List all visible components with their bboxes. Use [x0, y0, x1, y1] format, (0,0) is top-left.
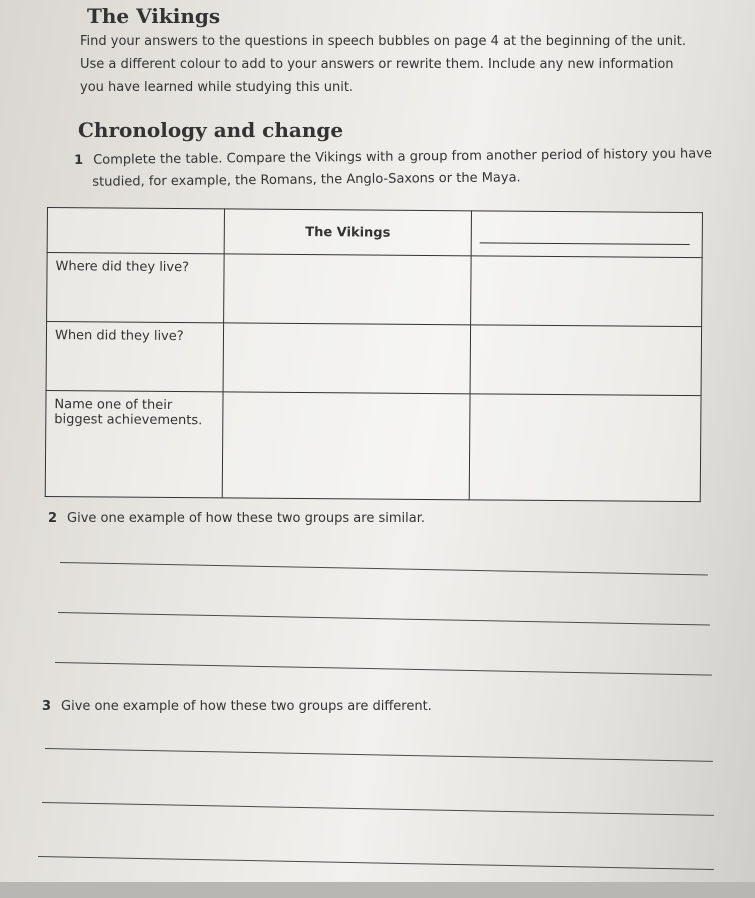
intro-line: Use a different colour to add to your answers or rewrite them. Include any new information	[80, 57, 674, 72]
page-edge-shadow	[0, 882, 755, 898]
answer-cell-vikings[interactable]	[224, 254, 472, 325]
comparison-table	[45, 207, 703, 502]
answer-line[interactable]	[42, 802, 714, 816]
page-header-title: The Vikings	[87, 4, 221, 28]
question-number: 3	[42, 699, 52, 714]
answer-cell-other[interactable]	[471, 256, 703, 327]
table-row	[45, 390, 701, 501]
row-question: When did they live?	[46, 322, 224, 392]
table-row	[47, 253, 703, 327]
header-write-in-line[interactable]	[480, 242, 690, 245]
question-number: 2	[48, 511, 58, 526]
question-text: Give one example of how these two groups are similar.	[67, 511, 425, 526]
question-2	[48, 508, 708, 530]
section-title: Chronology and change	[78, 118, 344, 142]
question-1	[74, 143, 714, 194]
answer-line[interactable]	[60, 562, 708, 575]
answer-cell-other[interactable]	[469, 394, 701, 502]
intro-line: Find your answers to the questions in speech bubbles on page 4 at the beginning of the unit.	[80, 34, 687, 49]
answer-line[interactable]	[55, 662, 712, 676]
question-text: Give one example of how these two groups are different.	[61, 699, 432, 714]
table-header-empty	[47, 208, 224, 254]
question-text: Complete the table. Compare the Vikings with a group from another period of history you have	[93, 146, 712, 168]
table-header-row	[47, 208, 702, 258]
question-number: 1	[74, 152, 84, 168]
answer-cell-vikings[interactable]	[223, 323, 471, 394]
answer-line[interactable]	[38, 856, 714, 870]
table-header-other-group[interactable]	[471, 211, 702, 258]
answer-line[interactable]	[58, 612, 710, 626]
question-3	[42, 696, 712, 718]
question-text-continued: studied, for example, the Romans, the Anglo-Saxons or the Maya.	[92, 170, 521, 190]
intro-line: you have learned while studying this unit.	[80, 80, 354, 95]
table-header-vikings: The Vikings	[224, 209, 471, 256]
row-question: Name one of their biggest achievements.	[45, 390, 223, 497]
table-row	[46, 322, 702, 396]
answer-cell-vikings[interactable]	[222, 392, 470, 500]
answer-cell-other[interactable]	[470, 325, 702, 396]
row-question: Where did they live?	[47, 253, 225, 323]
intro-text	[80, 30, 720, 99]
answer-line[interactable]	[45, 748, 713, 762]
